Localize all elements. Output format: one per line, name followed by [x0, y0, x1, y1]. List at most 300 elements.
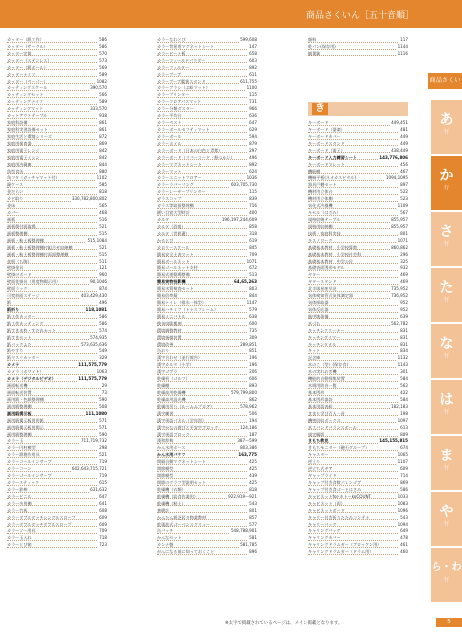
entry-page: 831 — [400, 327, 408, 333]
index-entry — [157, 286, 257, 293]
entry-page: 468 — [99, 210, 107, 216]
index-entry — [157, 522, 257, 529]
entry-page: 1071 — [246, 258, 257, 264]
entry-page: 966 — [249, 106, 257, 112]
index-entry — [7, 335, 107, 342]
entry-name: カラーコールインサーブ — [7, 459, 52, 465]
entry-page: 818 — [99, 189, 107, 195]
kana-tab[interactable] — [431, 268, 462, 322]
entry-name: 画板整理棚 — [7, 230, 28, 236]
index-entry — [308, 535, 408, 542]
footer-note: ※太字で掲載されているページは、メイン掲載となります。 — [225, 621, 343, 626]
index-entry — [308, 342, 408, 349]
index-entry — [308, 335, 408, 342]
index-entry — [157, 508, 257, 515]
entry-name: 器具戸棚セット — [308, 182, 337, 188]
entry-page: 569 — [99, 64, 107, 70]
index-entry — [7, 473, 107, 480]
index-entry — [308, 79, 408, 86]
entry-name: 簡易式運動場整備 — [157, 272, 190, 278]
index-entry — [308, 480, 408, 487]
entry-page: 844 — [249, 293, 257, 299]
index-entry — [7, 238, 107, 245]
entry-page: 613 — [400, 424, 408, 430]
entry-page: 803,386 — [240, 445, 257, 451]
index-entry — [157, 272, 257, 279]
index-entry — [308, 279, 408, 286]
entry-page: 1143 — [397, 362, 408, 368]
index-entry — [308, 466, 408, 473]
entry-page: 638 — [249, 313, 257, 319]
index-entry — [308, 134, 408, 141]
kana-tab[interactable] — [431, 100, 462, 154]
entry-page: 603,705,730 — [230, 182, 257, 188]
entry-page: 1063 — [96, 369, 107, 375]
entry-name: 乾パン(保存用) — [308, 43, 336, 49]
entry-page: 111,575,779 — [78, 362, 107, 368]
entry-name: 基本図形 — [308, 390, 325, 396]
entry-page: 515 — [99, 230, 107, 236]
index-entry — [308, 155, 408, 162]
entry-name: カッティングスケール — [7, 85, 48, 91]
entry-page: 809 — [400, 431, 408, 437]
entry-name: 家庭用電子レンジ — [7, 147, 40, 153]
index-entry — [157, 300, 257, 307]
entry-page: 619 — [249, 237, 257, 243]
entry-name: キッチンダイマー — [308, 334, 341, 340]
index-entry — [7, 528, 107, 535]
entry-page: 636 — [249, 113, 257, 119]
entry-name: キャスター — [308, 452, 329, 458]
index-entry — [7, 99, 107, 106]
index-entry — [7, 92, 107, 99]
index-entry — [157, 279, 257, 286]
entry-name: 木工バンドバランスボール — [308, 424, 357, 430]
entry-page: 801 — [400, 230, 408, 236]
index-entry — [7, 522, 107, 529]
entry-name: 家庭科実習設備セット — [7, 126, 48, 132]
entry-name: 規格用収納棚 — [308, 223, 333, 229]
entry-name: カラーブラシ（ぷ絵マット） — [157, 85, 210, 91]
entry-page: 325 — [400, 258, 408, 264]
index-entry — [7, 487, 107, 494]
entry-page: 562 — [400, 383, 408, 389]
index-entry — [7, 542, 107, 549]
entry-page: 469 — [400, 279, 408, 285]
entry-name: キャビネットfor-カトーkoCOUNT — [308, 493, 372, 499]
index-entry — [157, 335, 257, 342]
index-entry — [7, 369, 107, 376]
entry-page: 855,957 — [391, 223, 408, 229]
kana-tab[interactable] — [431, 324, 462, 378]
index-entry — [308, 355, 408, 362]
entry-page: 309 — [249, 334, 257, 340]
entry-name: 漢字ゴブラ — [157, 369, 178, 375]
index-entry — [157, 196, 257, 203]
entry-name: キセル（はさみ） — [308, 210, 341, 216]
entry-name: 乾燥機（衣類） — [157, 486, 186, 492]
entry-page: 515 — [99, 251, 107, 257]
leader-dots — [308, 464, 408, 465]
index-entry — [157, 328, 257, 335]
index-entry — [157, 134, 257, 141]
index-entry — [157, 79, 257, 86]
entry-page: 467 — [400, 168, 408, 174]
entry-page: 111,1080 — [85, 410, 107, 416]
entry-name: カラーなわとび — [157, 37, 186, 42]
index-entry — [157, 528, 257, 535]
entry-name: 画用紙掲示板用用紙 — [7, 417, 44, 423]
entry-name: 家庭生活と環境シリーズ — [7, 133, 52, 139]
index-entry — [157, 203, 257, 210]
page-number: 5 — [436, 618, 462, 627]
index-entry — [308, 293, 408, 300]
entry-page: 818 — [249, 486, 257, 492]
entry-page: 714 — [400, 473, 408, 479]
kana-tab[interactable] — [431, 548, 462, 602]
index-entry — [7, 418, 107, 425]
index-column-1 — [7, 37, 107, 549]
page-title: 商品さくいん［五十音順］ — [305, 11, 414, 21]
entry-page: 629 — [249, 126, 257, 132]
index-entry — [7, 279, 107, 286]
entry-name: 寒暖計 — [157, 507, 170, 513]
index-entry — [7, 328, 107, 335]
entry-name: カラー多用棚 — [7, 500, 32, 506]
index-entry — [308, 210, 408, 217]
entry-page: 639 — [400, 313, 408, 319]
index-entry — [308, 314, 408, 321]
index-entry — [7, 535, 107, 542]
entry-name: 画用紙整理棚 — [7, 431, 32, 437]
entry-name: カラー背景用マグネットシート — [157, 43, 215, 49]
index-entry — [157, 51, 257, 58]
index-entry — [7, 321, 107, 328]
index-entry — [308, 72, 408, 79]
index-entry — [7, 79, 107, 86]
entry-name: カルタ（恐竜） — [157, 223, 186, 229]
entry-name: カラー玉 — [7, 438, 24, 444]
entry-name: カッティングマット — [7, 106, 44, 112]
index-entry — [157, 85, 257, 92]
entry-page: 642,643,715,721 — [71, 466, 107, 472]
index-entry — [308, 148, 408, 155]
index-entry — [7, 438, 107, 445]
entry-name: キーボードスタンド — [308, 140, 345, 146]
index-entry — [7, 425, 107, 432]
entry-page: 611,755 — [240, 78, 257, 84]
entry-page: 1107 — [397, 459, 408, 465]
entry-page: 425 — [249, 466, 257, 472]
index-entry — [157, 549, 257, 556]
entry-page: 145,155,815 — [379, 438, 408, 444]
entry-name: 花瓶（ち陶） — [7, 258, 32, 264]
entry-name: カラーフロアパスマット — [157, 99, 202, 105]
entry-page: 709 — [249, 251, 257, 257]
section-kana: き — [312, 103, 328, 115]
entry-name: 規定撮影 — [308, 431, 325, 437]
entry-page: 516 — [99, 216, 107, 222]
entry-page: 522 — [400, 189, 408, 195]
index-entry — [157, 452, 257, 459]
kana-tab[interactable] — [431, 380, 462, 434]
index-entry — [308, 362, 408, 369]
entry-name: カラーユニットフロアー — [157, 175, 202, 181]
entry-name: 画板・粘土板整理棚付両面整理棚 — [7, 251, 69, 257]
entry-page: 872 — [99, 133, 107, 139]
entry-name: キッチンクリーナー — [308, 327, 345, 333]
entry-page: 196 — [249, 362, 257, 368]
leader-dots — [308, 277, 408, 278]
index-entry — [308, 459, 408, 466]
entry-name: 紙工作カッター — [7, 313, 36, 319]
index-entry — [7, 300, 107, 307]
entry-page: 581,785 — [240, 542, 257, 548]
index-entry — [7, 189, 107, 196]
index-entry — [157, 182, 257, 189]
entry-name: カルタ — [157, 216, 170, 222]
entry-name: カッター（ペーパー） — [7, 78, 48, 84]
entry-name: カラー円柱模型 — [7, 445, 36, 451]
entry-page: 892 — [249, 64, 257, 70]
kana-tab[interactable] — [431, 156, 462, 210]
entry-page: 124,186 — [240, 424, 257, 430]
entry-name: 環境指標装置 — [157, 334, 182, 340]
index-entry — [157, 127, 257, 134]
entry-page: 400 — [249, 210, 257, 216]
entry-page: 716 — [249, 203, 257, 209]
index-entry — [7, 411, 107, 418]
entry-name: カラー紙創作用具 — [7, 452, 40, 458]
entry-page: 861 — [99, 126, 107, 132]
entry-page: 562,782 — [391, 320, 408, 326]
entry-name: 金だらい — [7, 189, 24, 195]
entry-name: 漢字カルタ（小学） — [157, 362, 194, 368]
entry-name: 機能棚 — [308, 168, 321, 174]
entry-page: 111,575,779 — [78, 376, 107, 382]
entry-page: 460 — [400, 549, 408, 555]
tab-gyo: 行 — [443, 129, 449, 135]
entry-name: キーボードマレット — [308, 161, 345, 167]
entry-page: 932 — [400, 265, 408, 271]
entry-name: 乾燥高用乾燥機 — [157, 390, 186, 396]
entry-name: 漢字かなの遊びと平安字ブロック — [157, 424, 219, 430]
entry-page: 147 — [249, 43, 257, 49]
entry-page: 1144 — [397, 43, 408, 49]
entry-name: 画用紙整理棚 — [7, 403, 32, 409]
index-entry — [7, 286, 107, 293]
entry-name: 基本図形器設 — [308, 396, 333, 402]
entry-name: キャップ付き食ゴーヒはさみ — [308, 486, 362, 492]
entry-name: カメラ — [7, 362, 20, 368]
index-entry — [157, 542, 257, 549]
entry-name: 簡易倍率鏡 — [157, 293, 178, 299]
entry-page: 851 — [249, 348, 257, 354]
index-entry — [7, 210, 107, 217]
entry-page: 861 — [99, 120, 107, 126]
index-entry — [157, 141, 257, 148]
entry-page: 549 — [99, 348, 107, 354]
index-entry — [157, 342, 257, 349]
entry-page: 1147 — [246, 300, 257, 306]
entry-page: 196 — [249, 355, 257, 361]
entry-name: 鐘ケース — [7, 182, 24, 188]
index-entry — [308, 265, 408, 272]
index-entry — [7, 231, 107, 238]
entry-page: 194 — [249, 417, 257, 423]
entry-page: 573 — [99, 57, 107, 63]
index-entry — [7, 348, 107, 355]
entry-page: 567 — [400, 210, 408, 216]
tab-kana: ら・わ — [431, 562, 462, 573]
index-entry — [157, 480, 257, 487]
tab-kana: ま — [439, 448, 454, 464]
index-entry — [7, 259, 107, 266]
entry-name: 家庭用保育器 — [7, 140, 32, 146]
entry-page: 449,451 — [391, 120, 408, 126]
entry-page: 674 — [400, 445, 408, 451]
entry-name: 観葉鉢 — [308, 50, 321, 56]
entry-name: 気化式冷風機 — [308, 203, 333, 209]
entry-name: カラースティック — [7, 480, 40, 485]
index-entry — [308, 494, 408, 501]
index-entry — [7, 307, 107, 314]
entry-name: カッティングセット — [7, 92, 44, 98]
index-entry — [308, 369, 408, 376]
index-entry — [157, 58, 257, 65]
leader-dots — [157, 353, 257, 354]
entry-page: 206 — [249, 369, 257, 375]
entry-page: 600 — [249, 320, 257, 326]
entry-name: カンナ盤 — [157, 542, 174, 548]
entry-page: 425 — [249, 459, 257, 465]
entry-page: 586 — [400, 486, 408, 492]
index-entry — [157, 307, 257, 314]
entry-page: 615 — [99, 480, 107, 485]
tab-gyo: 行 — [443, 521, 449, 527]
index-entry — [308, 425, 408, 432]
index-entry — [308, 348, 408, 355]
index-entry — [157, 224, 257, 231]
entry-name: キャリングカバー — [308, 535, 341, 541]
index-entry — [7, 51, 107, 58]
index-entry — [157, 459, 257, 466]
entry-name: カラー分類ダスター — [157, 106, 194, 112]
entry-name: 紙折り — [7, 306, 20, 312]
page-footer — [0, 617, 462, 644]
index-entry — [157, 321, 257, 328]
entry-name: カッター（紙ボール） — [7, 64, 48, 70]
entry-page: 647 — [249, 120, 257, 126]
entry-page: 543 — [400, 514, 408, 520]
kana-tab[interactable] — [431, 212, 462, 266]
entry-page: 711,719,732 — [80, 438, 107, 444]
entry-page: 896 — [249, 549, 257, 555]
entry-page: 1065 — [397, 452, 408, 458]
entry-page: 731 — [249, 99, 257, 105]
entry-name: カラービート板 — [157, 50, 186, 56]
entry-page: 586 — [99, 320, 107, 326]
index-entry — [308, 272, 408, 279]
entry-page: 584 — [400, 396, 408, 402]
entry-name: 画板傷付面取場 — [7, 223, 36, 229]
entry-page: 543 — [249, 500, 257, 506]
entry-name: 関節模型 — [157, 473, 174, 479]
entry-name: カラー平均台 — [157, 113, 182, 119]
entry-name: キャリングドラムガー（ブロッケン用） — [308, 542, 382, 548]
entry-page: 422 — [400, 390, 408, 396]
index-entry — [7, 72, 107, 79]
index-entry — [308, 418, 408, 425]
entry-name: 北半球星座早見 — [308, 286, 337, 292]
entry-page: 842 — [99, 154, 107, 160]
tab-gyo: 行 — [443, 353, 449, 359]
entry-name: ガラスコップ — [157, 196, 182, 202]
tab-kana: あ — [439, 112, 454, 128]
entry-page: 511 — [99, 258, 107, 264]
entry-page: 892 — [249, 161, 257, 167]
index-entry — [308, 65, 408, 72]
index-entry — [7, 37, 107, 44]
kana-tab[interactable] — [431, 436, 462, 490]
index-entry — [157, 293, 257, 300]
index-entry — [7, 182, 107, 189]
entry-name: カラーソー用具 — [7, 528, 36, 534]
entry-name: カラーダブルダッチダブルスロープ — [7, 521, 72, 527]
entry-page: 857 — [249, 514, 257, 520]
entry-page: 481 — [400, 126, 408, 132]
index-entry — [308, 528, 408, 535]
entry-page: 296 — [400, 251, 408, 257]
entry-name: 乾燥高用温光機 — [157, 396, 186, 402]
index-entry — [308, 397, 408, 404]
index-entry — [308, 58, 408, 65]
entry-name: カラーボード（日本の白色と青紫） — [157, 147, 223, 153]
index-entry — [7, 169, 107, 176]
entry-name: 簡易水質検査セット — [157, 286, 194, 292]
entry-name: 基本用語表絵 — [308, 403, 333, 409]
index-entry — [157, 113, 257, 120]
entry-name: 缶バッチ — [157, 528, 174, 534]
index-entry — [308, 542, 408, 549]
entry-name: 漢字練習 — [157, 410, 174, 416]
index-entry — [308, 411, 408, 418]
entry-name: 壁面花掛具（用度物掲示用） — [7, 279, 61, 285]
kana-tab[interactable] — [431, 492, 462, 546]
entry-page: 513 — [249, 272, 257, 278]
entry-page: 631,632 — [90, 486, 107, 492]
entry-page: 330,782,800,802 — [71, 196, 107, 202]
entry-name: 画板・粘土板整理棚付組合せ収納棚 — [7, 244, 73, 250]
index-entry — [308, 182, 408, 189]
entry-name: 木場用防音一覧 — [308, 383, 337, 389]
index-entry — [157, 259, 257, 266]
entry-name: カラーラバーリング — [157, 182, 194, 188]
entry-name: キーボード — [308, 120, 329, 126]
entry-page: 606 — [249, 376, 257, 382]
leader-dots — [308, 353, 408, 354]
index-entry — [7, 362, 107, 369]
index-entry — [7, 120, 107, 127]
entry-page: 574 — [99, 327, 107, 333]
index-entry — [308, 51, 408, 58]
index-entry — [7, 224, 107, 231]
entry-page: 565 — [99, 203, 107, 209]
entry-name: 関節模型 — [157, 466, 174, 472]
entry-page: 196,197,244,609 — [221, 216, 257, 222]
entry-name: 紙 — [7, 300, 12, 306]
index-entry — [7, 383, 107, 390]
